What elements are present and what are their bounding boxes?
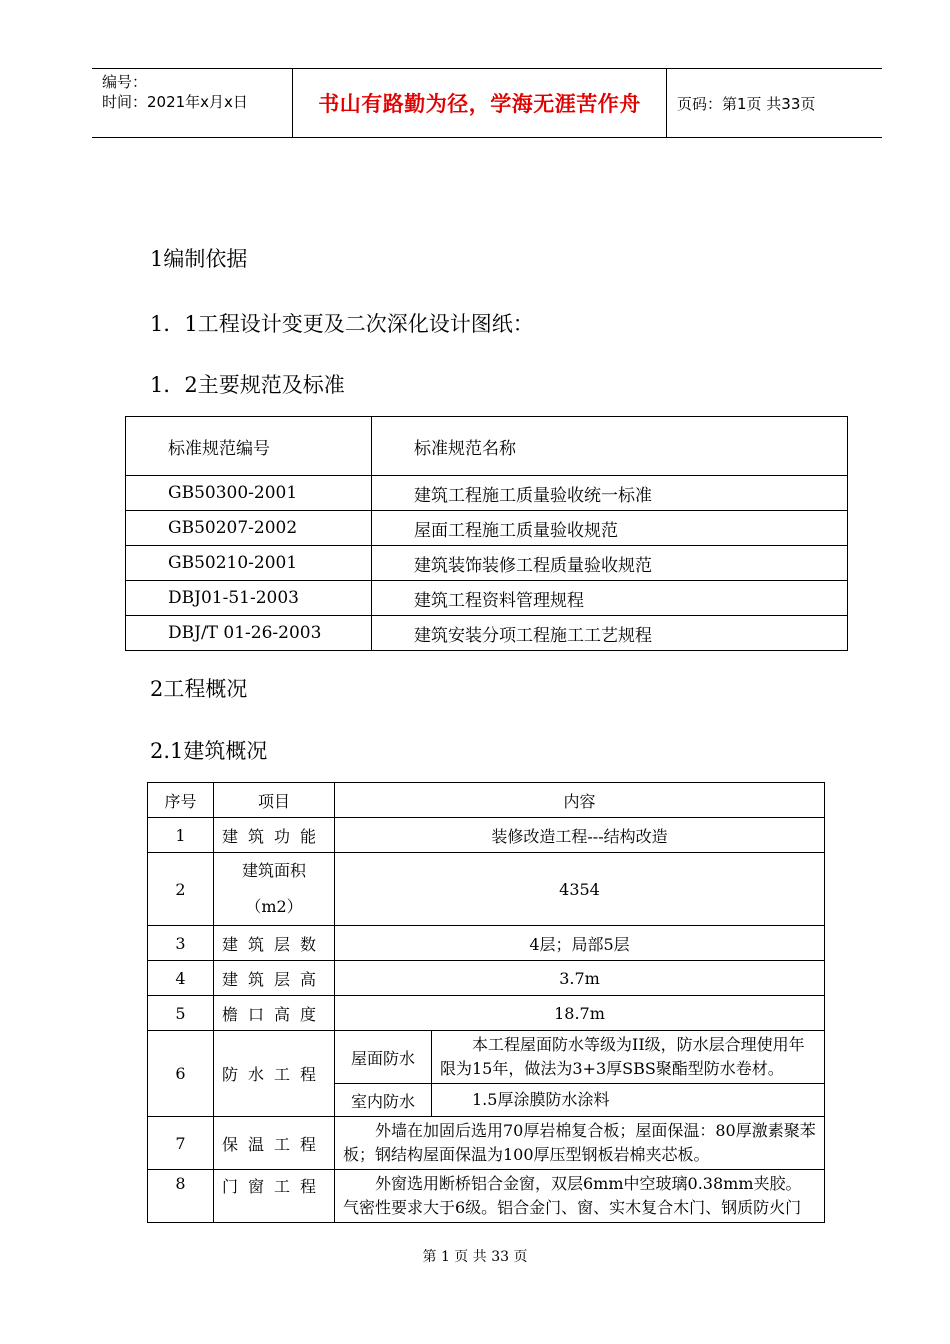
table-row [148, 853, 825, 926]
heading-1-1: 1．1工程设计变更及二次深化设计图纸： [150, 312, 534, 336]
table-header-row [148, 783, 825, 818]
header-motto-cell [293, 69, 667, 137]
standard-name: 建筑工程资料管理规程 [372, 581, 848, 616]
row-no: 4 [148, 961, 214, 996]
building-overview-table [147, 782, 825, 1223]
table-row [126, 511, 848, 546]
row-content: 本工程屋面防水等级为II级，防水层合理使用年限为15年，做法为3+3厚SBS聚酯型防水卷材。 [432, 1031, 825, 1084]
row-no: 5 [148, 996, 214, 1031]
row-content: 3.7m [335, 961, 825, 996]
page-info: 页码：第1页 共33页 [677, 94, 816, 113]
header-cell-content: 内容 [335, 783, 825, 818]
row-content: 外窗选用断桥铝合金窗，双层6mm中空玻璃0.38mm夹胶。气密性要求大于6级。铝合金门、窗、实木复合木门、钢质防火门 [335, 1170, 825, 1223]
row-item-line: 建筑面积 [241, 861, 306, 880]
heading-2: 2工程概况 [150, 677, 248, 701]
table-row [126, 476, 848, 511]
heading-1-2: 1．2主要规范及标准 [150, 373, 345, 397]
table-row [148, 996, 825, 1031]
row-no: 7 [148, 1117, 214, 1170]
table-row [148, 926, 825, 961]
standard-code: DBJ01-51-2003 [126, 581, 372, 616]
row-content: 4354 [335, 853, 825, 926]
row-content: 4层；局部5层 [335, 926, 825, 961]
table-row [126, 581, 848, 616]
row-item: 檐口高度 [214, 996, 335, 1031]
table-row [148, 1031, 825, 1084]
standard-name: 屋面工程施工质量验收规范 [372, 511, 848, 546]
standards-table [125, 416, 848, 651]
row-content: 外墙在加固后选用70厚岩棉复合板；屋面保温：80厚激素聚苯板；钢结构屋面保温为100厚压型钢板岩棉夹芯板。 [335, 1117, 825, 1170]
document-header [92, 68, 882, 138]
row-item: 建筑功能 [214, 818, 335, 853]
page-footer: 第 1 页 共 33 页 [422, 1249, 528, 1265]
row-no: 1 [148, 818, 214, 853]
header-cell-name: 标准规范名称 [372, 417, 848, 476]
row-item-line: （m2） [245, 897, 303, 916]
sub-item-roof-waterproof: 屋面防水 [335, 1031, 432, 1084]
table-row [126, 616, 848, 651]
header-cell-code: 标准规范编号 [126, 417, 372, 476]
standard-name: 建筑装饰装修工程质量验收规范 [372, 546, 848, 581]
row-item: 防水工程 [214, 1031, 335, 1117]
header-cell-no: 序号 [148, 783, 214, 818]
header-meta [92, 69, 293, 137]
row-no: 8 [148, 1170, 214, 1223]
sub-item-indoor-waterproof: 室内防水 [335, 1084, 432, 1117]
row-content: 1.5厚涂膜防水涂料 [432, 1084, 825, 1117]
heading-1: 1编制依据 [150, 247, 248, 271]
motto: 书山有路勤为径，学海无涯苦作舟 [318, 92, 641, 116]
table-row [148, 818, 825, 853]
row-item: 建筑层高 [214, 961, 335, 996]
standard-name: 建筑安装分项工程施工工艺规程 [372, 616, 848, 651]
table-row [148, 1170, 825, 1223]
row-no: 3 [148, 926, 214, 961]
row-no: 2 [148, 853, 214, 926]
row-content: 装修改造工程---结构改造 [335, 818, 825, 853]
time-label: 时间：2021年x月x日 [102, 93, 248, 111]
heading-2-1: 2.1建筑概况 [150, 739, 268, 763]
table-row [148, 961, 825, 996]
standard-code: GB50207-2002 [126, 511, 372, 546]
standard-code: DBJ/T 01-26-2003 [126, 616, 372, 651]
row-item [214, 853, 335, 926]
table-header-row [126, 417, 848, 476]
table-row [148, 1117, 825, 1170]
row-content: 18.7m [335, 996, 825, 1031]
table-row [126, 546, 848, 581]
header-cell-item: 项目 [214, 783, 335, 818]
standard-code: GB50210-2001 [126, 546, 372, 581]
row-item: 建筑层数 [214, 926, 335, 961]
standard-code: GB50300-2001 [126, 476, 372, 511]
code-label: 编号： [102, 73, 148, 91]
row-no: 6 [148, 1031, 214, 1117]
header-page-cell [667, 69, 882, 137]
row-item: 门窗工程 [214, 1170, 335, 1223]
standard-name: 建筑工程施工质量验收统一标准 [372, 476, 848, 511]
row-item: 保温工程 [214, 1117, 335, 1170]
